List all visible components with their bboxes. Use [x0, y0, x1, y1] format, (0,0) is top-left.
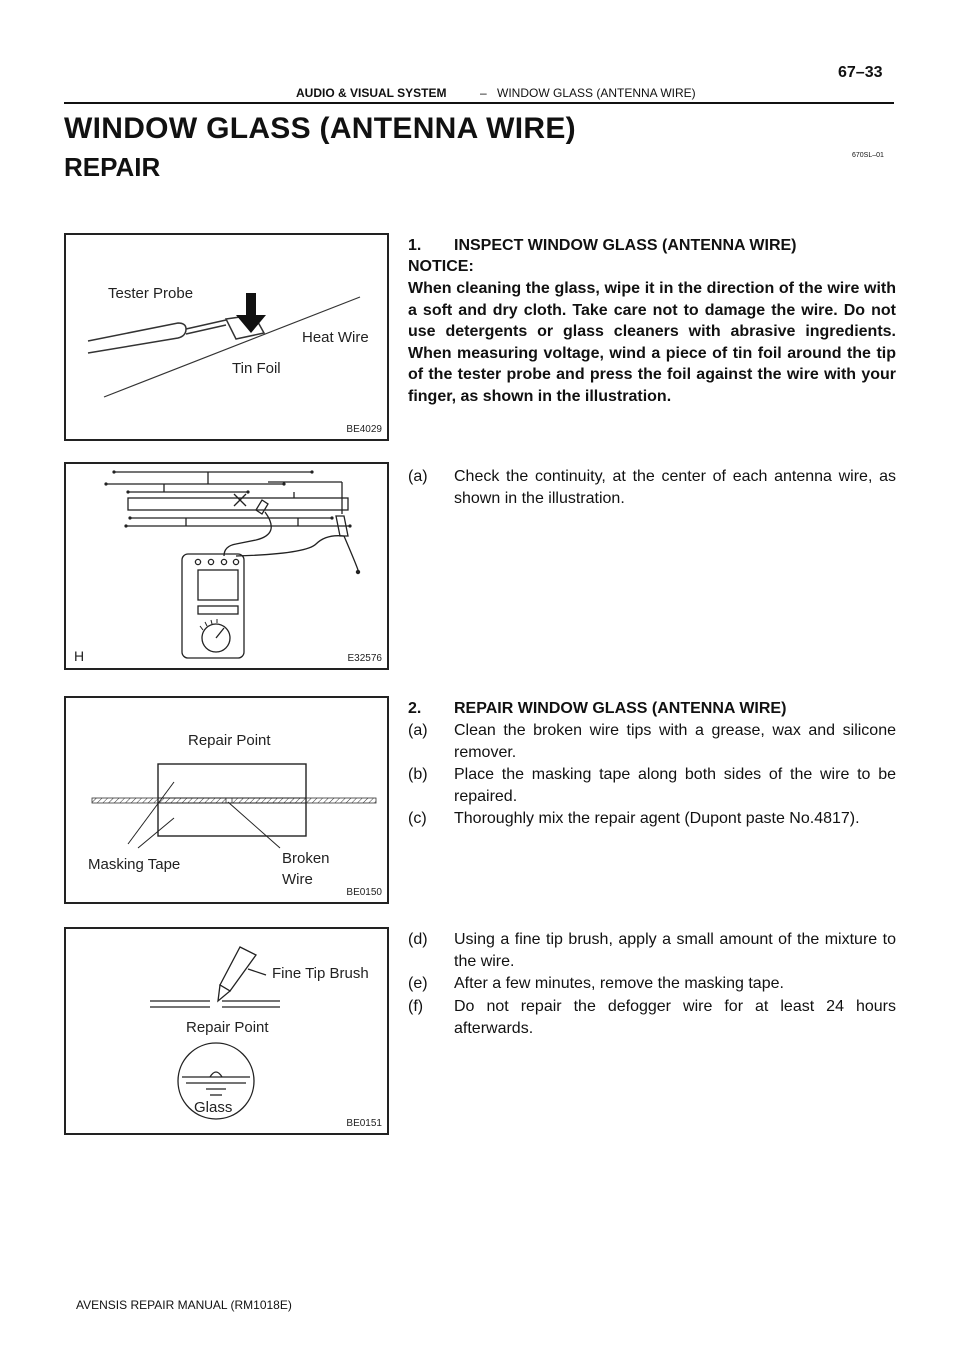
step-text: Using a fine tip brush, apply a small amount of the mixture to the wire.: [454, 931, 896, 970]
step-text: After a few minutes, remove the masking tape.: [454, 975, 784, 992]
step-number: (a): [408, 722, 428, 739]
notice-label: NOTICE:: [408, 258, 474, 275]
section2-step-f: [408, 996, 896, 1039]
label-repair-point: Repair Point: [188, 732, 271, 749]
header-rule: [64, 102, 894, 104]
header-topic: WINDOW GLASS (ANTENNA WIRE): [497, 86, 696, 100]
figure-fine-tip-brush: [64, 927, 389, 1135]
label-tin-foil: Tin Foil: [232, 360, 281, 377]
section2-number: 2.: [408, 700, 422, 717]
section1-title: INSPECT WINDOW GLASS (ANTENNA WIRE): [454, 237, 797, 254]
label-glass: Glass: [194, 1099, 233, 1116]
figure-continuity-check: [64, 462, 389, 670]
step-number: (a): [408, 468, 428, 485]
step-number: (f): [408, 998, 424, 1015]
step-text: Thoroughly mix the repair agent (Dupont paste No.4817).: [454, 810, 860, 827]
corner-mark: H: [74, 648, 85, 664]
figure-id: E32576: [347, 653, 382, 664]
section2-heading: [408, 698, 896, 720]
section2-step-c: [408, 808, 896, 830]
label-wire: Wire: [282, 871, 313, 888]
step-text: Check the continuity, at the center of each antenna wire, as shown in the illustration.: [454, 468, 896, 507]
label-repair-point: Repair Point: [186, 1019, 269, 1036]
section2-step-b: [408, 764, 896, 807]
header-dash: –: [480, 86, 487, 100]
doc-code: 670SL–01: [852, 152, 884, 159]
label-broken: Broken: [282, 850, 330, 867]
step-text: Clean the broken wire tips with a grease, wax and silicone remover.: [454, 722, 896, 761]
section2-title: REPAIR WINDOW GLASS (ANTENNA WIRE): [454, 700, 787, 717]
section2-step-d: [408, 929, 896, 972]
step-number: (c): [408, 810, 427, 827]
figure-masking-tape: [64, 696, 389, 904]
step-text: Place the masking tape along both sides of the wire to be repaired.: [454, 766, 896, 805]
page-title: WINDOW GLASS (ANTENNA WIRE): [64, 112, 576, 145]
label-masking-tape: Masking Tape: [88, 856, 181, 873]
footer-manual-title: AVENSIS REPAIR MANUAL (RM1018E): [76, 1298, 292, 1312]
label-tester-probe: Tester Probe: [108, 285, 194, 302]
section2-step-a: [408, 720, 896, 763]
section2-step-e: [408, 973, 896, 995]
section1-step-a: [408, 466, 896, 509]
page-subtitle: REPAIR: [64, 152, 161, 182]
notice-text: When cleaning the glass, wipe it in the direction of the wire with a soft and dry cloth. Take care not to damage the wire. Do not use detergents or glass cleaners with abrasive ingredients. When measuring voltage, wind a piece of tin foil around the tip of the tester probe and press the foil against the wire with your finger, as shown in the illustration.: [408, 280, 896, 405]
section1-number: 1.: [408, 237, 422, 254]
section1-heading: [408, 235, 896, 257]
label-fine-tip-brush: Fine Tip Brush: [272, 965, 369, 982]
figure-id: BE0150: [346, 887, 382, 898]
figure-tester-probe: [64, 233, 389, 441]
header-section: AUDIO & VISUAL SYSTEM: [296, 86, 447, 100]
figure-id: BE4029: [346, 424, 382, 435]
label-heat-wire: Heat Wire: [302, 329, 369, 346]
step-number: (d): [408, 931, 428, 948]
continuity-check-illustration: [66, 464, 387, 668]
step-number: (b): [408, 766, 428, 783]
page-number: 67–33: [838, 64, 883, 81]
figure-id: BE0151: [346, 1118, 382, 1129]
step-number: (e): [408, 975, 428, 992]
step-text: Do not repair the defogger wire for at least 24 hours afterwards.: [454, 998, 896, 1037]
